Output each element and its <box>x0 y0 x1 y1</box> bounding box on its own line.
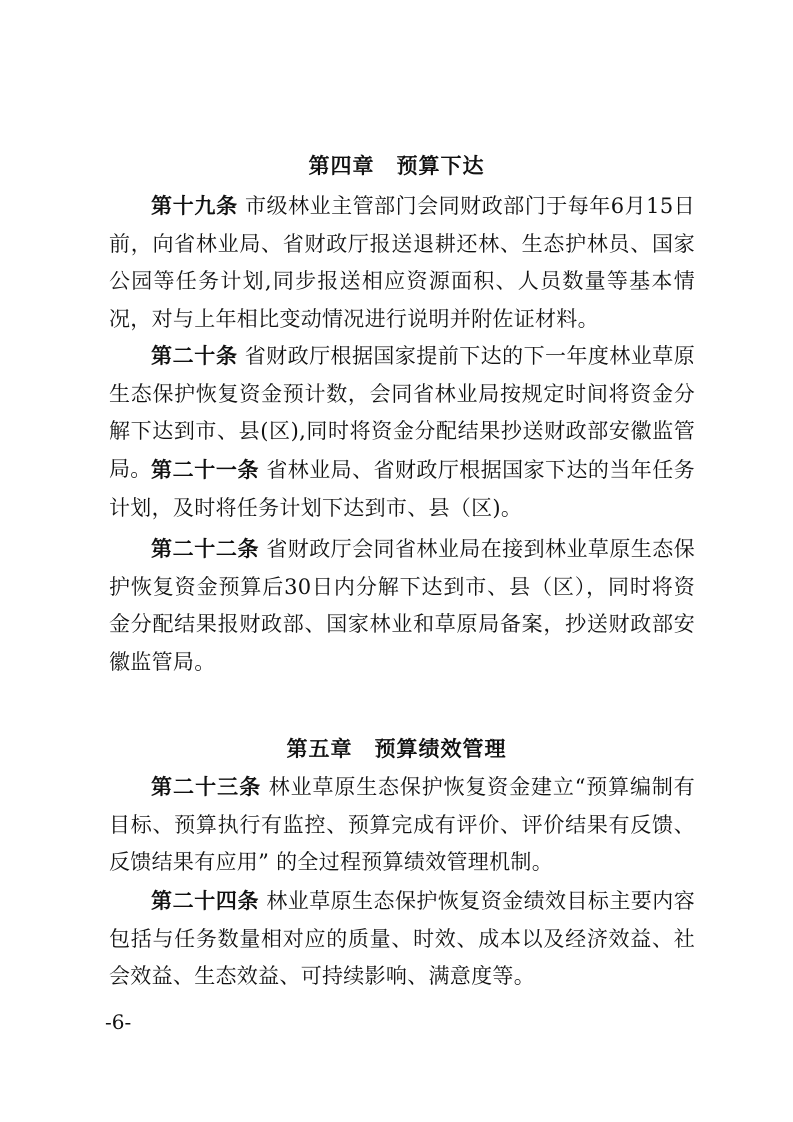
article-label: 第二十条 <box>151 344 238 368</box>
article-21 <box>109 452 695 527</box>
article-24 <box>109 883 695 996</box>
article-19 <box>109 188 695 338</box>
article-label: 第二十一条 <box>151 458 260 482</box>
article-text: 省财政厅会同省林业局在接到林业草原生态保护恢复资金预算后30日内分解下达到市、县（区），同时将资金分配结果报财政部、国家林业和草原局备案，抄送财政部安徽监管局。 <box>109 537 695 674</box>
article-text: 省林业局、省财政厅根据国家下达的当年任务计划，及时将任务计划下达到市、县（区)。 <box>109 458 695 520</box>
article-text: 林业草原生态保护恢复资金绩效目标主要内容包括与任务数量相对应的质量、时效、成本以及经济效益、社会效益、生态效益、可持续影响、满意度等。 <box>109 889 695 988</box>
article-22 <box>109 531 695 681</box>
chapter-title: 第五章 预算绩效管理 <box>286 737 507 761</box>
article-text: 市级林业主管部门会同财政部门于每年6月15日前，向省林业局、省财政厅报送退耕还林、生态护林员、国家公园等任务计划,同步报送相应资源面积、人员数量等基本情况，对与上年相比变动情况进行说明并附佐证材料。 <box>109 194 696 331</box>
article-23 <box>109 769 695 882</box>
article-label: 第二十二条 <box>151 537 260 561</box>
chapter-title: 第四章 预算下达 <box>308 154 485 178</box>
article-label: 第二十四条 <box>151 889 260 913</box>
article-label: 第二十三条 <box>151 775 262 799</box>
page-number: -6- <box>105 1010 132 1034</box>
article-label: 第十九条 <box>151 194 238 218</box>
article-text: 林业草原生态保护恢复资金建立“预算编制有目标、预算执行有监控、预算完成有评价、评价结果有反馈、反馈结果有应用” 的全过程预算绩效管理机制。 <box>109 775 695 874</box>
article-text: 省财政厅根据国家提前下达的下一年度林业草原生态保护恢复资金预计数，会同省林业局按规定时间将资金分解下达到市、县(区),同时将资金分配结果抄送财政部安徽监管局。 <box>109 344 696 481</box>
